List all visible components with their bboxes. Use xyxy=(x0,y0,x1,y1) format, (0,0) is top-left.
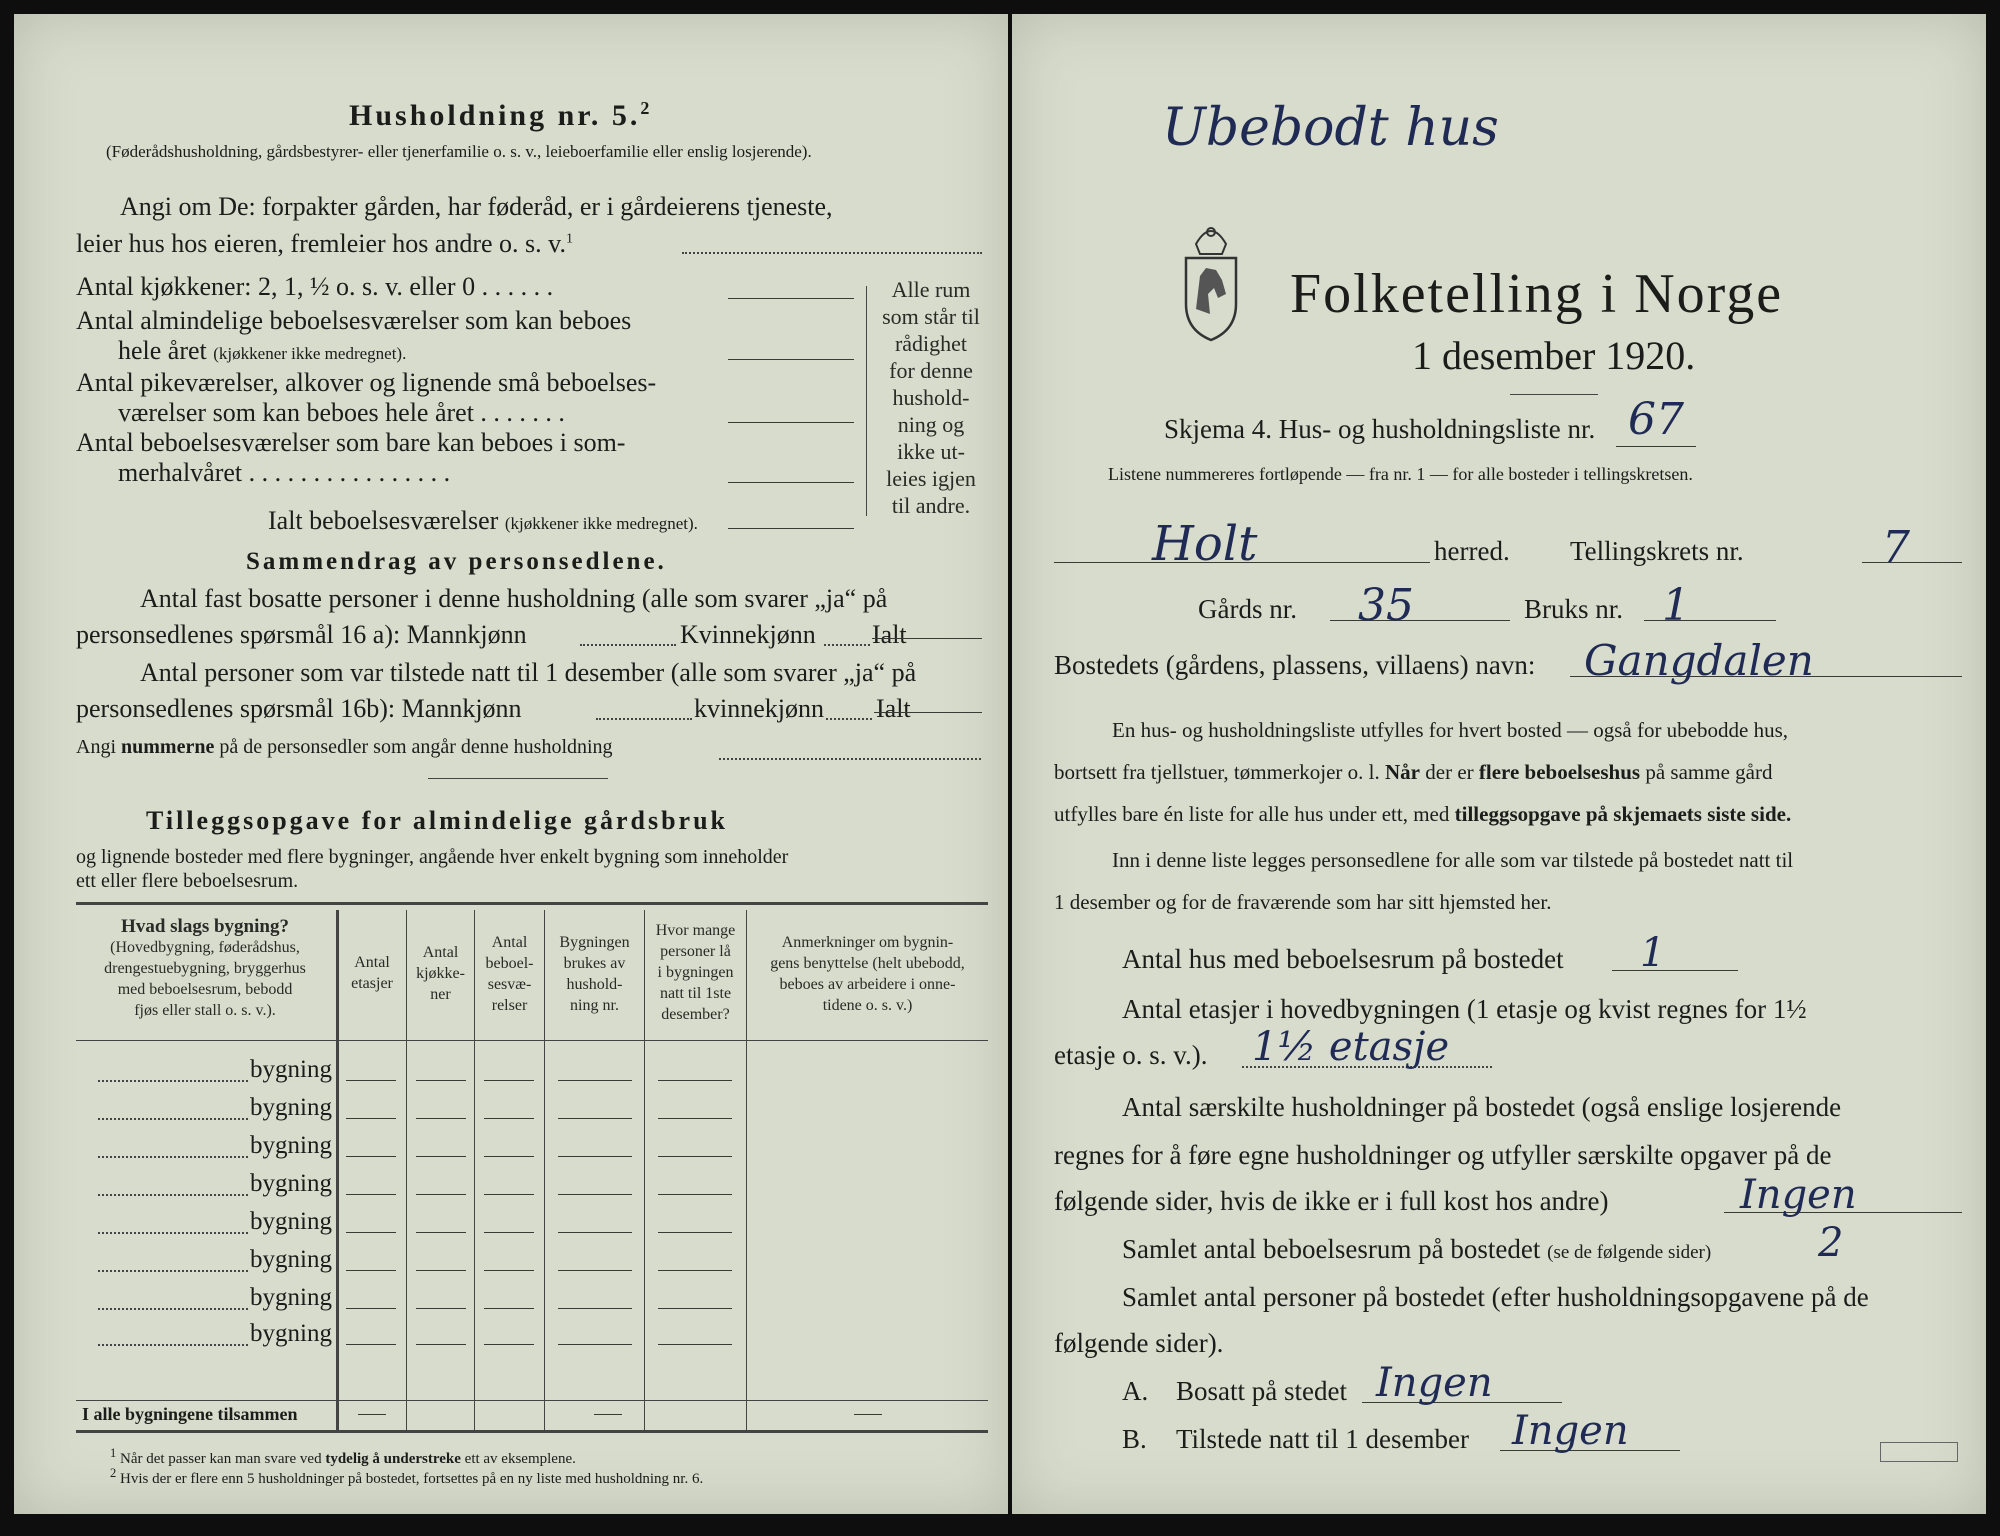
instruction-line3: utfylles bare én liste for alle hus under ett, med tilleggsopgave på skjemaets siste side. xyxy=(1054,802,1792,826)
bosatt-value: Ingen xyxy=(1376,1360,1493,1406)
tilstede-value: Ingen xyxy=(1512,1408,1629,1454)
left-page: Husholdning nr. 5.$^2$ (Føderådshusholdning, gårdsbestyrer- eller tjenerfamilie o. s. v., leieboerfamilie eller enslig losjerende). Angi om De: forpakter gården, har føderåd, er i gårdeierens tjeneste, leier hus hos eieren, fremleier hos andre o. s. v.$^1$ Antal kjøkkener: 2, 1, ½ o. s. v. eller 0 . . . . . . Antal almindelige beboelsesværelser som kan beboes hele året (kjøkkener ikke medregnet). Antal pikeværelser, alkover og lignende små beboelses- værelser som kan beboes hele året . . . . . . . Antal beboelsesværelser som bare kan beboes i som- merhalvåret . . . . . . . . . . . . . . . . Ialt beboelsesværelser (kjøkkener ikke medregnet). Alle rum som står til rådighet for denne hushold- ning og ikke ut- leies igjen til andre. Sammendrag av personsedlene. Antal fast bosatte personer i denne husholdning (alle som svarer „ja“ på personsedlenes spørsmål 16 a): Mannkjønn Kvinnekjønn Ialt Antal personer som var tilstede natt til 1 desember (alle som svarer „ja“ på personsedlenes spørsmål 16b): Mannkjønn kvinnekjønn Ialt Angi nummerne på de personsedler som angår denne husholdning Tilleggsopgave for almindelige gårdsbruk og lignende bosteder med flere bygninger, angående hver enkelt bygning som inneholder ett eller flere beboelsesrum. Hvad slags bygning? (Hovedbygning, føderådshus, drengestuebygning, bryggerhus med beboelsesrum, bebodd fjøs eller stall o. s. v.). Antal etasjer Antal kjøkke- ner Antal beboel- sesvæ- relser Bygningen brukes av hushold- ning nr. Hvor mange personer lå i bygningen natt til 1ste desember? Anmerkninger om bygnin- gens benyttelse (helt ubebodd, beboes av arbeidere i onne- tidene o. s. v.) bygning bygning bygning bygning bygning bygning bygning bygning I alle bygningene tilsammen $^1$ Når det passer kan man svare ved tydelig å understreke ett av eksemplene. $^2$ Hvis der er flere enn 5 husholdninger på bostedet, fortsettes på en ny liste med husholdning nr. 6. xyxy=(14,14,1008,1514)
saerskilte-line2: regnes for å føre egne husholdninger og utfyller særskilte opgaver på de xyxy=(1054,1140,1832,1170)
total-row-label: I alle bygningene tilsammen xyxy=(82,1404,298,1424)
tilstede-ialt-answer[interactable] xyxy=(874,712,982,713)
instruction-line2: bortsett fra tjellstuer, tømmerkojer o. l. Når der er flere beboelseshus på samme gård xyxy=(1054,760,1773,784)
summer-answer-line[interactable] xyxy=(728,482,854,483)
fast-ialt-answer[interactable] xyxy=(872,638,982,639)
question-total-rooms: Ialt beboelsesværelser (kjøkkener ikke medregnet). xyxy=(268,506,698,535)
fast-line2-mann: personsedlenes spørsmål 16 a): Mannkjønn xyxy=(76,620,527,649)
antal-hus-label: Antal hus med beboelsesrum på bostedet xyxy=(1122,944,1564,974)
angi-answer-line[interactable] xyxy=(682,252,982,254)
tilstede-line2-kvinne: kvinnekjønn xyxy=(694,694,824,723)
tilstede-mann-answer[interactable] xyxy=(596,718,692,720)
bosted-label: Bostedets (gårdens, plassens, villaens) navn: xyxy=(1054,650,1536,680)
col-header-personer: Hvor mange personer lå i bygningen natt til 1ste desember? xyxy=(655,922,736,1023)
bosted-value: Gangdalen xyxy=(1584,636,1814,685)
question-rooms-line2: hele året (kjøkkener ikke medregnet). xyxy=(118,336,407,365)
sammendrag-title: Sammendrag av personsedlene. xyxy=(246,548,667,575)
question-summer-line1: Antal beboelsesværelser som bare kan beboes i som- xyxy=(76,428,626,457)
coat-of-arms-icon xyxy=(1176,214,1246,344)
tilstede-line1: Antal personer som var tilstede natt til 1 desember (alle som svarer „ja“ på xyxy=(140,658,917,687)
tillegg-subtitle-1: og lignende bosteder med flere bygninger, angående hver enkelt bygning som inneholder xyxy=(76,846,789,868)
saerskilte-line3: følgende sider, hvis de ikke er i full kost hos andre) xyxy=(1054,1186,1609,1216)
etasjer-value: 1½ etasje xyxy=(1252,1024,1450,1070)
question-maid-line1: Antal pikeværelser, alkover og lignende små beboelses- xyxy=(76,368,657,397)
skjema-value: 67 xyxy=(1628,394,1684,445)
gards-answer-line[interactable] xyxy=(1330,620,1510,621)
col-header-etasjer: Antal etasjer xyxy=(351,954,393,992)
saerskilte-value: Ingen xyxy=(1740,1172,1857,1218)
col-header-husholdning-nr: Bygningen brukes av hushold- ning nr. xyxy=(559,934,630,1014)
samlet-pers-line1: Samlet antal personer på bostedet (efter husholdningsopgavene på de xyxy=(1122,1282,1869,1312)
saerskilte-line1: Antal særskilte husholdninger på bostedet (også enslige losjerende xyxy=(1122,1092,1842,1122)
handwritten-header: Ubebodt hus xyxy=(1162,98,1499,158)
bruks-label: Bruks nr. xyxy=(1524,594,1624,624)
title-divider xyxy=(1510,394,1598,395)
instruction-line4: Inn i denne liste legges personsedlene for alle som var tilstede på bostedet natt til xyxy=(1112,848,1794,872)
household-title: Husholdning nr. 5.$^2$ xyxy=(349,98,653,132)
main-date: 1 desember 1920. xyxy=(1412,333,1696,378)
kitchens-answer-line[interactable] xyxy=(728,298,854,299)
tillegg-title: Tilleggsopgave for almindelige gårdsbruk xyxy=(146,806,729,835)
tillegg-subtitle-2: ett eller flere beboelsesrum. xyxy=(76,870,299,892)
instruction-line1: En hus- og husholdningsliste utfylles for hvert bosted — også for ubebodde hus, xyxy=(1112,718,1788,742)
instruction-line5: 1 desember og for de fraværende som har sitt hjemsted her. xyxy=(1054,890,1552,914)
printer-stamp xyxy=(1880,1442,1958,1462)
nummerne-answer[interactable] xyxy=(719,758,981,760)
question-angi-line2: leier hus hos eieren, fremleier hos andre o. s. v.$^1$ xyxy=(76,229,573,258)
tilstede-kvinne-answer[interactable] xyxy=(826,718,872,720)
question-summer-line2: merhalvåret . . . . . . . . . . . . . . . . xyxy=(118,458,451,487)
main-title: Folketelling i Norge xyxy=(1290,263,1784,325)
brace-note: Alle rum som står til rådighet for denne hushold- ning og ikke ut- leies igjen til andre. xyxy=(882,277,980,518)
question-angi-line1: Angi om De: forpakter gården, har føderåd, er i gårdeierens tjeneste, xyxy=(120,192,833,221)
maid-answer-line[interactable] xyxy=(728,422,854,423)
col-header-building-type: Hvad slags bygning? (Hovedbygning, føderådshus, drengestuebygning, bryggerhus med beboelsesrum, bebodd fjøs eller stall o. s. v.). xyxy=(104,916,306,1019)
antal-hus-value: 1 xyxy=(1640,930,1666,976)
fast-kvinne-answer[interactable] xyxy=(824,644,870,646)
rooms-answer-line[interactable] xyxy=(728,359,854,360)
tellingskrets-label: Tellingskrets nr. xyxy=(1570,536,1744,566)
right-page xyxy=(1012,14,1986,1514)
herred-value: Holt xyxy=(1152,516,1258,572)
question-kitchens: Antal kjøkkener: 2, 1, ½ o. s. v. eller 0 . . . . . . xyxy=(76,272,554,301)
question-rooms-line1: Antal almindelige beboelsesværelser som kan beboes xyxy=(76,306,632,335)
household-subtitle: (Føderådshusholdning, gårdsbestyrer- eller tjenerfamilie o. s. v., leieboerfamilie eller enslig losjerende). xyxy=(106,142,812,161)
col-header-anmerkninger: Anmerkninger om bygnin- gens benyttelse (helt ubebodd, beboes av arbeidere i onne- tidene o. s. v.) xyxy=(770,934,965,1014)
samlet-pers-line2: følgende sider). xyxy=(1054,1328,1224,1358)
tilstede-line2-mann: personsedlenes spørsmål 16b): Mannkjønn xyxy=(76,694,522,723)
col-header-kjokkener: Antal kjøkke- ner xyxy=(416,944,465,1003)
total-rooms-answer-line[interactable] xyxy=(728,528,854,529)
footnote-2: $^2$ Hvis der er flere enn 5 husholdninger på bostedet, fortsettes på en ny liste med husholdning nr. 6. xyxy=(110,1466,704,1487)
fast-mann-answer[interactable] xyxy=(580,644,676,646)
skjema-label: Skjema 4. Hus- og husholdningsliste nr. xyxy=(1164,414,1596,444)
herred-label: herred. xyxy=(1434,536,1510,566)
bosatt-letter: A. xyxy=(1122,1376,1149,1406)
question-maid-line2: værelser som kan beboes hele året . . . . . . . xyxy=(118,398,565,427)
fast-line1: Antal fast bosatte personer i denne husholdning (alle som svarer „ja“ på xyxy=(140,584,888,613)
gards-value: 35 xyxy=(1358,580,1414,631)
bruks-value: 1 xyxy=(1662,580,1690,631)
col-header-beboelsesvaerelser: Antal beboel- sesvæ- relser xyxy=(485,934,534,1014)
tilstede-label: Tilstede natt til 1 desember xyxy=(1176,1424,1469,1454)
samlet-rum-label: Samlet antal beboelsesrum på bostedet (se de følgende sider) xyxy=(1122,1234,1712,1264)
tellingskrets-answer-line[interactable] xyxy=(1862,562,1962,563)
footnote-1: $^1$ Når det passer kan man svare ved tydelig å understreke ett av eksemplene. xyxy=(110,1446,576,1467)
bosatt-label: Bosatt på stedet xyxy=(1176,1376,1347,1406)
etasjer-line1: Antal etasjer i hovedbygningen (1 etasje og kvist regnes for 1½ xyxy=(1122,994,1807,1024)
samlet-rum-value: 2 xyxy=(1818,1220,1844,1266)
tellingskrets-value: 7 xyxy=(1882,522,1910,573)
skjema-answer-line[interactable] xyxy=(1616,446,1696,447)
angi-nummerne: Angi nummerne på de personsedler som angår denne husholdning xyxy=(76,736,613,758)
etasjer-line2: etasje o. s. v.). xyxy=(1054,1040,1208,1070)
fast-line2-kvinne: Kvinnekjønn xyxy=(680,620,816,649)
antal-hus-answer-line[interactable] xyxy=(1612,970,1738,971)
gards-label: Gårds nr. xyxy=(1198,594,1297,624)
listene-instruction: Listene nummereres fortløpende — fra nr. 1 — for alle bosteder i tellingskretsen. xyxy=(1108,464,1693,484)
fast-line2-ialt: Ialt xyxy=(872,620,907,649)
brace-line xyxy=(866,286,867,516)
tilstede-line2-ialt: Ialt xyxy=(876,694,911,723)
tilstede-letter: B. xyxy=(1122,1424,1147,1454)
section-divider xyxy=(428,778,608,779)
